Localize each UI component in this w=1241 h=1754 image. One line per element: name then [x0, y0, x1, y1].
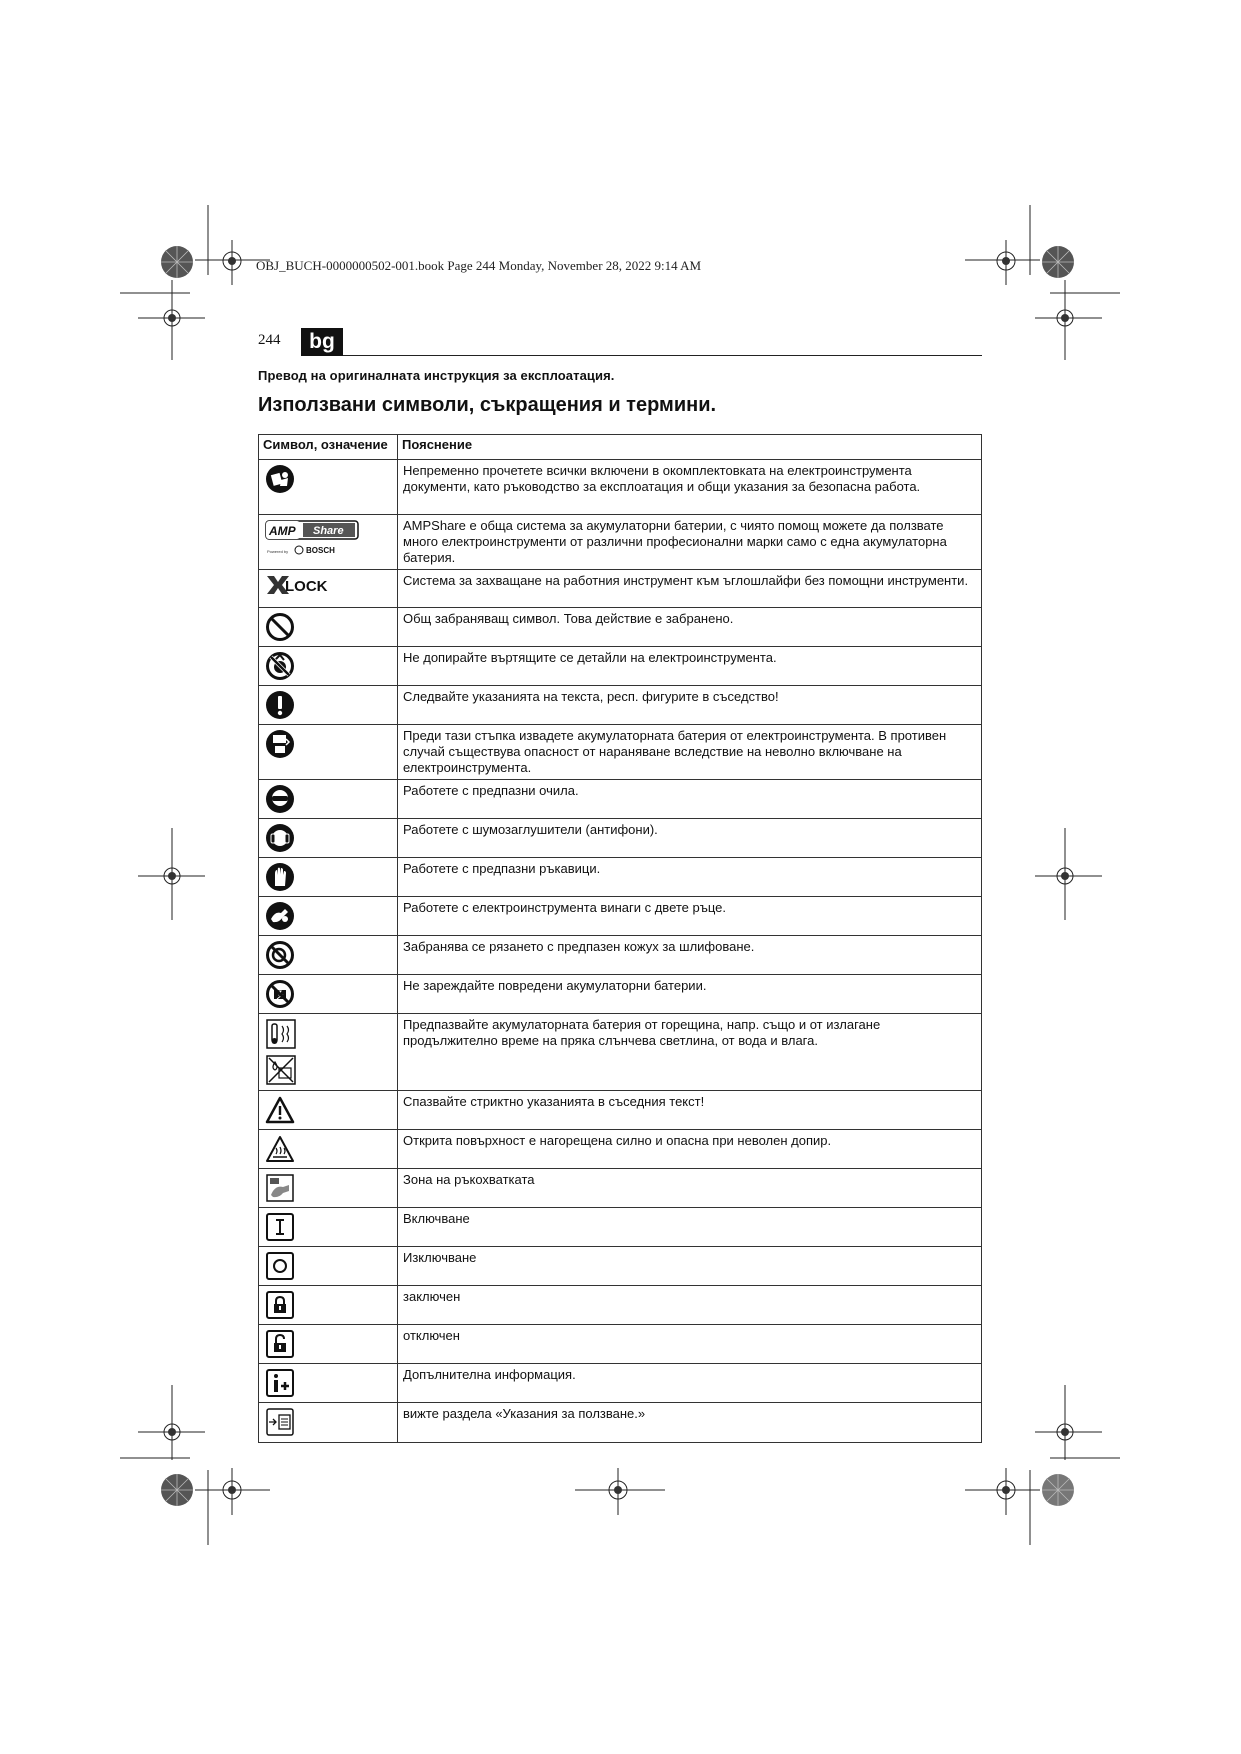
no-charge-damaged-icon — [265, 979, 295, 1009]
table-row — [259, 515, 982, 570]
ampshare-logo-icon — [265, 519, 361, 557]
page-header — [256, 328, 982, 356]
table-row — [259, 686, 982, 725]
table-row — [259, 725, 982, 780]
powered-by-text: Powered by — [267, 549, 289, 554]
document-subtitle: Превод на оригиналната инструкция за експлоатация. — [258, 368, 615, 383]
row-text: Работете с електроинструмента винаги с двете ръце. — [398, 897, 982, 936]
row-text: Работете с предпазни очила. — [398, 780, 982, 819]
read-manual-icon — [265, 464, 295, 494]
column-header-symbol: Символ, означение — [259, 435, 398, 460]
table-row — [259, 936, 982, 975]
battery-water-icon — [265, 1054, 297, 1086]
row-text: Забранява се рязането с предпазен кожух за шлифоване. — [398, 936, 982, 975]
table-row — [259, 1169, 982, 1208]
grip-area-icon — [265, 1173, 295, 1203]
row-text: Следвайте указанията на текста, респ. фигурите в съседство! — [398, 686, 982, 725]
table-row — [259, 1091, 982, 1130]
prohibition-icon — [265, 612, 295, 642]
table-row — [259, 1208, 982, 1247]
row-text: Система за захващане на работния инструмент към ъглошлайфи без помощни инструменти. — [398, 570, 982, 608]
gloves-icon — [265, 862, 295, 892]
table-row — [259, 1130, 982, 1169]
row-text: отключен — [398, 1325, 982, 1364]
row-text: Не зареждайте повредени акумулаторни батерии. — [398, 975, 982, 1014]
row-text: Общ забраняващ символ. Това действие е забранено. — [398, 608, 982, 647]
row-text: Непременно прочетете всички включени в окомплектовката на електроинструмента документи, като ръководство за експлоатация и общи указания за безопасна работа. — [398, 460, 982, 515]
row-text: Преди тази стъпка извадете акумулаторната батерия от електроинструмента. В противен случай съществува опасност от нараняване вследствие на неволно включване на електроинструмента. — [398, 725, 982, 780]
row-text: Зона на ръкохватката — [398, 1169, 982, 1208]
row-text: вижте раздела «Указания за ползване.» — [398, 1403, 982, 1443]
hot-surface-icon — [265, 1134, 295, 1164]
table-row — [259, 1325, 982, 1364]
table-row — [259, 780, 982, 819]
table-row — [259, 1286, 982, 1325]
bosch-text: BOSCH — [306, 546, 335, 555]
lock-closed-icon — [265, 1290, 295, 1320]
warning-triangle-icon — [265, 1095, 295, 1125]
table-row — [259, 570, 982, 608]
table-row — [259, 460, 982, 515]
row-text: Включване — [398, 1208, 982, 1247]
table-row — [259, 975, 982, 1014]
row-text: Предпазвайте акумулаторната батерия от горещина, напр. също и от излагане продължително време на пряка слънчева светлина, от вода и влага. — [398, 1014, 982, 1091]
safety-glasses-icon — [265, 784, 295, 814]
power-on-icon — [265, 1212, 295, 1242]
table-header-row — [259, 435, 982, 460]
exclamation-icon — [265, 690, 295, 720]
page-number: 244 — [258, 332, 281, 348]
power-off-icon — [265, 1251, 295, 1281]
table-row — [259, 1247, 982, 1286]
book-info-line: OBJ_BUCH-0000000502-001.book Page 244 Monday, November 28, 2022 9:14 AM — [256, 258, 702, 273]
ear-protection-icon — [265, 823, 295, 853]
column-header-explanation: Пояснение — [398, 435, 982, 460]
table-row — [259, 1403, 982, 1443]
row-text: Работете с шумозаглушители (антифони). — [398, 819, 982, 858]
row-text: Изключване — [398, 1247, 982, 1286]
see-section-icon — [265, 1407, 295, 1437]
table-row — [259, 819, 982, 858]
xlock-text: LOCK — [285, 578, 328, 595]
row-text: Спазвайте стриктно указанията в съседния текст! — [398, 1091, 982, 1130]
row-text: AMPShare е обща система за акумулаторни батерии, с чиято помощ можете да ползвате много електроинструменти от различни професионални марки само с една акумулаторна батерия. — [398, 515, 982, 570]
table-row — [259, 647, 982, 686]
table-row — [259, 608, 982, 647]
lock-open-icon — [265, 1329, 295, 1359]
two-hands-icon — [265, 901, 295, 931]
row-text: Открита повърхност е нагорещена силно и опасна при неволен допир. — [398, 1130, 982, 1169]
remove-battery-icon — [265, 729, 295, 759]
amp-text: AMP — [269, 524, 296, 538]
table-row — [259, 1014, 982, 1091]
table-row — [259, 897, 982, 936]
share-text: Share — [313, 525, 344, 537]
no-touch-rotating-icon — [265, 651, 295, 681]
page-title: Използвани символи, съкращения и термини. — [258, 394, 717, 416]
battery-heat-icon — [265, 1018, 297, 1050]
row-text: заключен — [398, 1286, 982, 1325]
row-text: Работете с предпазни ръкавици. — [398, 858, 982, 897]
xlock-logo-icon — [265, 574, 343, 596]
table-row — [259, 858, 982, 897]
symbols-table — [258, 434, 982, 1443]
row-text: Не допирайте въртящите се детайли на електроинструмента. — [398, 647, 982, 686]
header-rule — [343, 355, 982, 356]
table-row — [259, 1364, 982, 1403]
row-text: Допълнителна информация. — [398, 1364, 982, 1403]
no-cutting-guard-icon — [265, 940, 295, 970]
info-plus-icon — [265, 1368, 295, 1398]
language-badge: bg — [301, 328, 343, 356]
